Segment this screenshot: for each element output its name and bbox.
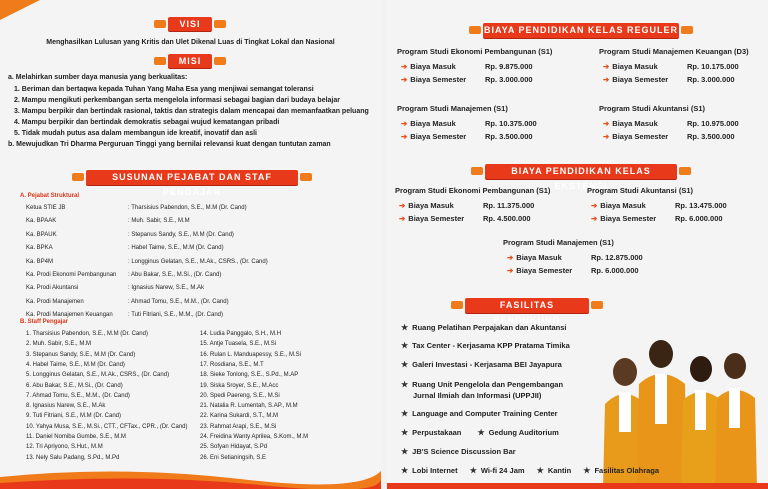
pejabat-title: A. Pejabat Struktural [20, 193, 80, 199]
fee-value: Rp. 13.475.000 [675, 201, 727, 210]
star-icon: ★ [469, 466, 477, 475]
fasilitas-label: Kantin [547, 466, 572, 475]
misi-item: 2. Mampu mengikuti perkembangan serta mengelola informasi sebagai bagian dari budaya belajar [14, 97, 340, 104]
pejabat-role: Ka. BP4M [26, 258, 54, 265]
fee-label: Biaya Semester [612, 132, 669, 141]
arrow-icon: ➔ [603, 75, 610, 84]
fee-label: Biaya Masuk [612, 62, 658, 71]
fasilitas-label: Perpustakaan [412, 428, 462, 437]
misi-item: 1. Beriman dan bertaqwa kepada Tuhan Yang Maha Esa yang menjiwai semangat toleransi [14, 86, 314, 93]
fee-value: Rp. 3.500.000 [485, 132, 533, 141]
arrow-icon: ➔ [603, 62, 610, 71]
staf-item: 7. Ahmad Tomu, S.E., M.M., (Dr. Cand) [26, 392, 130, 399]
staf-title: B. Staff Pengajar [20, 319, 69, 325]
fee-value: Rp. 6.000.000 [675, 214, 723, 223]
bottom-bar-decoration [387, 479, 768, 489]
prodi-title: Program Studi Manajemen Keuangan (D3) [599, 47, 749, 56]
staf-item: 16. Rulan L. Manduapessy, S.E., M.Si [200, 351, 301, 358]
reguler-title: BIAYA PENDIDIKAN KELAS REGULER [483, 25, 679, 35]
fee-row [591, 201, 646, 210]
prodi-title: Program Studi Manajemen (S1) [503, 238, 614, 247]
fasilitas-bottom-row [401, 466, 659, 475]
fee-label: Biaya Masuk [408, 201, 454, 210]
fee-row [401, 75, 466, 84]
fasilitas-label: Ruang Pelatihan Perpajakan dan Akuntansi [412, 323, 567, 332]
arrow-icon: ➔ [399, 214, 406, 223]
arrow-icon: ➔ [399, 201, 406, 210]
fasilitas-item [401, 447, 516, 456]
staf-item: 10. Yahya Musa, S.E., M.Si., CTT., CFTax., CPR., (Dr. Cand) [26, 423, 188, 430]
fee-row [603, 132, 668, 141]
fee-label: Biaya Masuk [516, 253, 562, 262]
star-icon: ★ [401, 323, 409, 332]
fee-row [507, 253, 562, 262]
fasilitas-label: Wi-fi 24 Jam [480, 466, 525, 475]
pejabat-name: : Ignasius Narew, S.E., M.Ak [128, 285, 205, 292]
fee-label: Biaya Semester [408, 214, 465, 223]
fee-row [591, 214, 656, 223]
prodi-title: Program Studi Akuntansi (S1) [599, 104, 705, 113]
pejabat-name: : Muh. Sabir, S.E., M.M [128, 218, 190, 225]
students-illustration [593, 314, 768, 489]
staf-item: 24. Freidina Wanty Aprilea, S.Kom., M.M [200, 434, 309, 440]
misi-banner [168, 54, 212, 68]
staf-item: 17. Rosdiana, S.E., M.T [200, 361, 264, 368]
fee-label: Biaya Masuk [612, 119, 658, 128]
staf-item: 9. Tuti Fitriani, S.E., M.M (Dr. Cand) [26, 413, 122, 420]
ekstensi-title: BIAYA PENDIDIKAN KELAS EKSTENSI [511, 166, 651, 191]
star-icon: ★ [536, 466, 544, 475]
fasilitas-item [401, 380, 563, 389]
pejabat-name: : Abu Bakar, S.E., M.Si., (Dr. Cand) [128, 272, 222, 278]
fee-value: Rp. 9.875.000 [485, 62, 533, 71]
fee-label: Biaya Masuk [600, 201, 646, 210]
staf-item: 15. Antje Tuasela, S.E., M.Si [200, 341, 277, 348]
arrow-icon: ➔ [591, 201, 598, 210]
staf-item: 12. Tri Apriyono, S.Hut., M.M [26, 444, 103, 451]
misi-b: b. Mewujudkan Tri Dharma Perguruan Tinggi yang bernilai relevansi kuat dengan tuntutan zaman [8, 141, 331, 148]
pejabat-role: Ka. BPKA [26, 245, 53, 252]
visi-text: Menghasilkan Lulusan yang Kritis dan Ulet Dikenal Luas di Tingkat Lokal dan Nasional [46, 39, 335, 46]
misi-item: 3. Mampu berpikir dan bertindak rasional, taktis dan strategis dalam mencapai dan memanfaatkan peluang [14, 108, 369, 115]
fee-row [399, 214, 464, 223]
fee-label: Biaya Semester [410, 132, 467, 141]
staf-item: 14. Ludia Panggalo, S.H., M.H [200, 331, 282, 337]
star-icon: ★ [401, 360, 409, 369]
staf-item: 21. Natalia R. Lumentah, S.AP., M.M [200, 403, 298, 410]
staf-item: 26. Eni Setianingsih, S.E [200, 454, 267, 461]
staf-item: 13. Nely Salu Padang, S.Pd., M.Pd [26, 454, 120, 461]
staf-item: 25. Sofyan Hidayat, S.Pd [200, 444, 268, 451]
fee-row [507, 266, 572, 275]
arrow-icon: ➔ [603, 132, 610, 141]
fasilitas-label: JB'S Science Discussion Bar [412, 447, 516, 456]
fee-value: Rp. 4.500.000 [483, 214, 531, 223]
wave-decoration [0, 459, 381, 489]
fasilitas-item [401, 360, 562, 369]
fasilitas-item-cont: Jurnal Ilmiah dan Informasi (UPPJII) [413, 391, 542, 400]
arrow-icon: ➔ [603, 119, 610, 128]
fee-label: Biaya Masuk [410, 119, 456, 128]
fee-value: Rp. 12.875.000 [591, 253, 643, 262]
fasilitas-banner [465, 298, 589, 325]
arrow-icon: ➔ [401, 62, 408, 71]
fee-row [603, 62, 658, 71]
staf-item: 22. Karina Sukardi, S.T., M.M [200, 413, 279, 420]
staf-item: 1. Tharsisius Pabendon, S.E., M.M (Dr. Cand) [26, 331, 148, 337]
fee-value: Rp. 3.000.000 [687, 75, 735, 84]
staf-item: 11. Daniel Nomiba Gumbe, S.E., M.M [26, 434, 126, 440]
star-icon: ★ [401, 341, 409, 350]
prodi-title: Program Studi Ekonomi Pembangunan (S1) [397, 47, 553, 56]
fasilitas-label: Lobi Internet [412, 466, 458, 475]
misi-item: 5. Tidak mudah putus asa dalam membangun ide kreatif, inovatif dan asli [14, 130, 257, 137]
fasilitas-item [401, 323, 567, 332]
fasilitas-item [401, 428, 559, 437]
star-icon: ★ [401, 409, 409, 418]
fee-label: Biaya Semester [612, 75, 669, 84]
staf-item: 18. Sieke Tonlong, S.E., S.Pd., M.AP [200, 372, 299, 379]
pejabat-name: : Stepanus Sandy, S.E., M.M (Dr. Cand) [128, 231, 234, 238]
fee-value: Rp. 3.500.000 [687, 132, 735, 141]
arrow-icon: ➔ [401, 75, 408, 84]
fasilitas-item [401, 341, 570, 350]
staf-item: 4. Habel Taime, S.E., M.M (Dr. Cand) [26, 361, 125, 368]
fee-value: Rp. 11.375.000 [483, 201, 535, 210]
fasilitas-label: Galeri Investasi - Kerjasama BEI Jayapura [412, 360, 562, 369]
fasilitas-item [401, 409, 558, 418]
star-icon: ★ [477, 428, 485, 437]
staf-item: 20. Spedi Paereng, S.E., M.Si [200, 392, 280, 399]
corner-decoration [0, 0, 40, 20]
prodi-title: Program Studi Akuntansi (S1) [587, 186, 693, 195]
star-icon: ★ [401, 466, 409, 475]
staf-item: 3. Stepanus Sandy, S.E., M.M (Dr. Cand) [26, 351, 136, 358]
arrow-icon: ➔ [401, 119, 408, 128]
fee-label: Biaya Semester [516, 266, 573, 275]
fee-row [401, 62, 456, 71]
pejabat-role: Ka. BPAAK [26, 218, 57, 225]
staf-item: 23. Rahmat Arapi, S.E., M.Si [200, 423, 277, 430]
misi-item: 4. Mampu berpikir dan bertindak demokratis sebagai wujud kematangan pribadi [14, 119, 280, 126]
staf-item: 2. Muh. Sabir, S.E., M.M [26, 341, 92, 348]
right-panel [387, 0, 768, 489]
fee-value: Rp. 3.000.000 [485, 75, 533, 84]
pejabat-role: Ka. Prodi Ekonomi Pembangunan [26, 272, 117, 278]
pejabat-name: : Ahmad Tomu, S.E., M.M., (Dr. Cand) [128, 298, 229, 305]
fee-label: Biaya Semester [410, 75, 467, 84]
reguler-banner [483, 23, 679, 38]
fasilitas-label: Ruang Unit Pengelola dan Pengembangan [412, 380, 564, 389]
arrow-icon: ➔ [507, 266, 514, 275]
ekstensi-banner [485, 164, 677, 191]
fee-label: Biaya Masuk [410, 62, 456, 71]
fee-value: Rp. 10.375.000 [485, 119, 537, 128]
star-icon: ★ [401, 447, 409, 456]
pejabat-role: Ka. Prodi Akuntansi [26, 285, 79, 292]
fasilitas-label: Gedung Auditorium [488, 428, 559, 437]
misi-title: MISI [178, 56, 202, 66]
pejabat-role: Ketua STIE JB [26, 205, 66, 211]
staf-item: 8. Ignasius Narew, S.E., M.Ak [26, 403, 106, 410]
star-icon: ★ [583, 466, 591, 475]
staf-item: 6. Abu Bakar, S.E., M.Si., (Dr. Cand) [26, 382, 123, 389]
visi-title: VISI [179, 19, 201, 29]
fasilitas-label: Fasilitas Olahraga [594, 466, 660, 475]
fee-row [399, 201, 454, 210]
pejabat-name: : Habel Taime, S.E., M.M (Dr. Cand) [128, 245, 224, 252]
fee-value: Rp. 10.975.000 [687, 119, 739, 128]
arrow-icon: ➔ [401, 132, 408, 141]
fee-row [401, 119, 456, 128]
prodi-title: Program Studi Ekonomi Pembangunan (S1) [395, 186, 551, 195]
pejabat-role: Ka. BPAUK [26, 231, 57, 238]
fee-row [603, 75, 668, 84]
fee-value: Rp. 10.175.000 [687, 62, 739, 71]
pejabat-name: : Tuti Fitriani, S.E., M.M., (Dr. Cand) [128, 312, 224, 319]
pejabat-role: Ka. Prodi Manajemen Keuangan [26, 312, 113, 319]
fee-label: Biaya Semester [600, 214, 657, 223]
pejabat-name: : Longginus Gelatan, S.E., M.Ak., CSRS., (Dr. Cand) [128, 258, 268, 265]
arrow-icon: ➔ [507, 253, 514, 262]
star-icon: ★ [401, 380, 409, 389]
staf-item: 5. Longginus Gelatan, S.E., M.Ak., CSRS., (Dr. Cand) [26, 372, 170, 379]
visi-banner [168, 17, 212, 31]
susunan-banner [86, 170, 298, 197]
staf-item: 19. Siska Sroyer, S.E., M.Acc [200, 382, 279, 389]
star-icon: ★ [401, 428, 409, 437]
susunan-title: SUSUNAN PEJABAT DAN STAF PENGAJAR [112, 172, 272, 197]
fasilitas-label: Language and Computer Training Center [412, 409, 558, 418]
fasilitas-label: Tax Center - Kerjasama KPP Pratama Timika [412, 341, 570, 350]
pejabat-name: : Tharsisius Pabendon, S.E., M.M (Dr. Cand) [128, 205, 247, 211]
left-panel [0, 0, 381, 489]
misi-a: a. Melahirkan sumber daya manusia yang berkualitas: [8, 74, 188, 81]
prodi-title: Program Studi Manajemen (S1) [397, 104, 508, 113]
arrow-icon: ➔ [591, 214, 598, 223]
pejabat-role: Ka. Prodi Manajemen [26, 298, 84, 305]
fee-row [603, 119, 658, 128]
fee-value: Rp. 6.000.000 [591, 266, 639, 275]
fee-row [401, 132, 466, 141]
fasilitas-title: FASILITAS PENDUKUNG [493, 300, 561, 325]
